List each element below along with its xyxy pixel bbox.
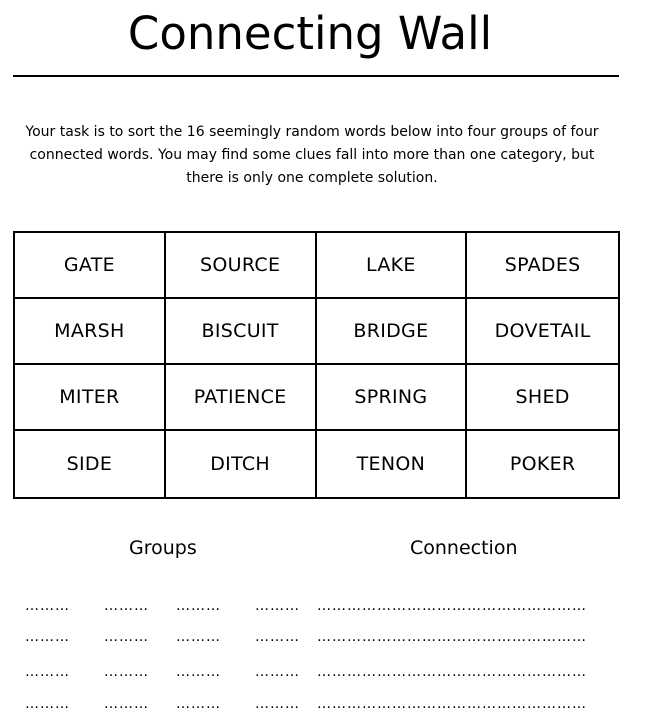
wall-tile[interactable]: SOURCE	[166, 233, 317, 299]
group-blank[interactable]: ………	[25, 598, 70, 614]
title-divider	[13, 75, 619, 77]
group-blank[interactable]: ………	[104, 664, 149, 680]
group-blank[interactable]: ………	[104, 629, 149, 645]
instructions-text: Your task is to sort the 16 seemingly random words below into four groups of four connected words. You may find some clues fall into more than one category, but there is only one complete solution.	[25, 124, 599, 186]
group-blank[interactable]: ………	[176, 664, 221, 680]
group-blank[interactable]: ………	[255, 598, 300, 614]
wall-tile[interactable]: TENON	[317, 431, 468, 497]
group-blank[interactable]: ………	[25, 629, 70, 645]
wall-tile[interactable]: DITCH	[166, 431, 317, 497]
group-blank[interactable]: ………	[255, 629, 300, 645]
wall-tile[interactable]: MARSH	[15, 299, 166, 365]
group-blank[interactable]: ………	[25, 664, 70, 680]
connection-blank[interactable]: ………………………………………………	[317, 598, 587, 614]
group-blank[interactable]: ………	[255, 664, 300, 680]
connecting-wall-grid	[13, 231, 620, 499]
group-blank[interactable]: ………	[176, 598, 221, 614]
wall-tile[interactable]: POKER	[509, 453, 576, 475]
answer-row	[0, 662, 646, 682]
group-blank[interactable]: ………	[104, 598, 149, 614]
wall-tile[interactable]: BISCUIT	[166, 299, 317, 365]
groups-heading: Groups	[129, 537, 197, 559]
connection-blank[interactable]: ………………………………………………	[317, 664, 587, 680]
wall-tile[interactable]: LAKE	[317, 233, 468, 299]
wall-tile[interactable]: MITER	[15, 365, 166, 431]
answer-row	[0, 596, 646, 616]
wall-tile[interactable]: SPRING	[317, 365, 468, 431]
wall-tile[interactable]: DOVETAIL	[467, 299, 618, 365]
group-blank[interactable]: ………	[176, 696, 221, 712]
wall-tile[interactable]: GATE	[15, 233, 166, 299]
connection-blank[interactable]: ………………………………………………	[317, 629, 587, 645]
wall-tile[interactable]: PATIENCE	[166, 365, 317, 431]
group-blank[interactable]: ………	[25, 696, 70, 712]
connection-blank[interactable]: ………………………………………………	[317, 696, 587, 712]
group-blank[interactable]: ………	[255, 696, 300, 712]
group-blank[interactable]: ………	[104, 696, 149, 712]
wall-tile[interactable]: SIDE	[15, 431, 166, 497]
group-blank[interactable]: ………	[176, 629, 221, 645]
connection-heading: Connection	[410, 537, 518, 559]
answer-row	[0, 627, 646, 647]
wall-tile[interactable]: SHED	[467, 365, 618, 431]
answer-row	[0, 694, 646, 714]
wall-tile[interactable]: BRIDGE	[317, 299, 468, 365]
page-title: Connecting Wall	[127, 7, 493, 60]
wall-tile[interactable]: SPADES	[467, 233, 618, 299]
